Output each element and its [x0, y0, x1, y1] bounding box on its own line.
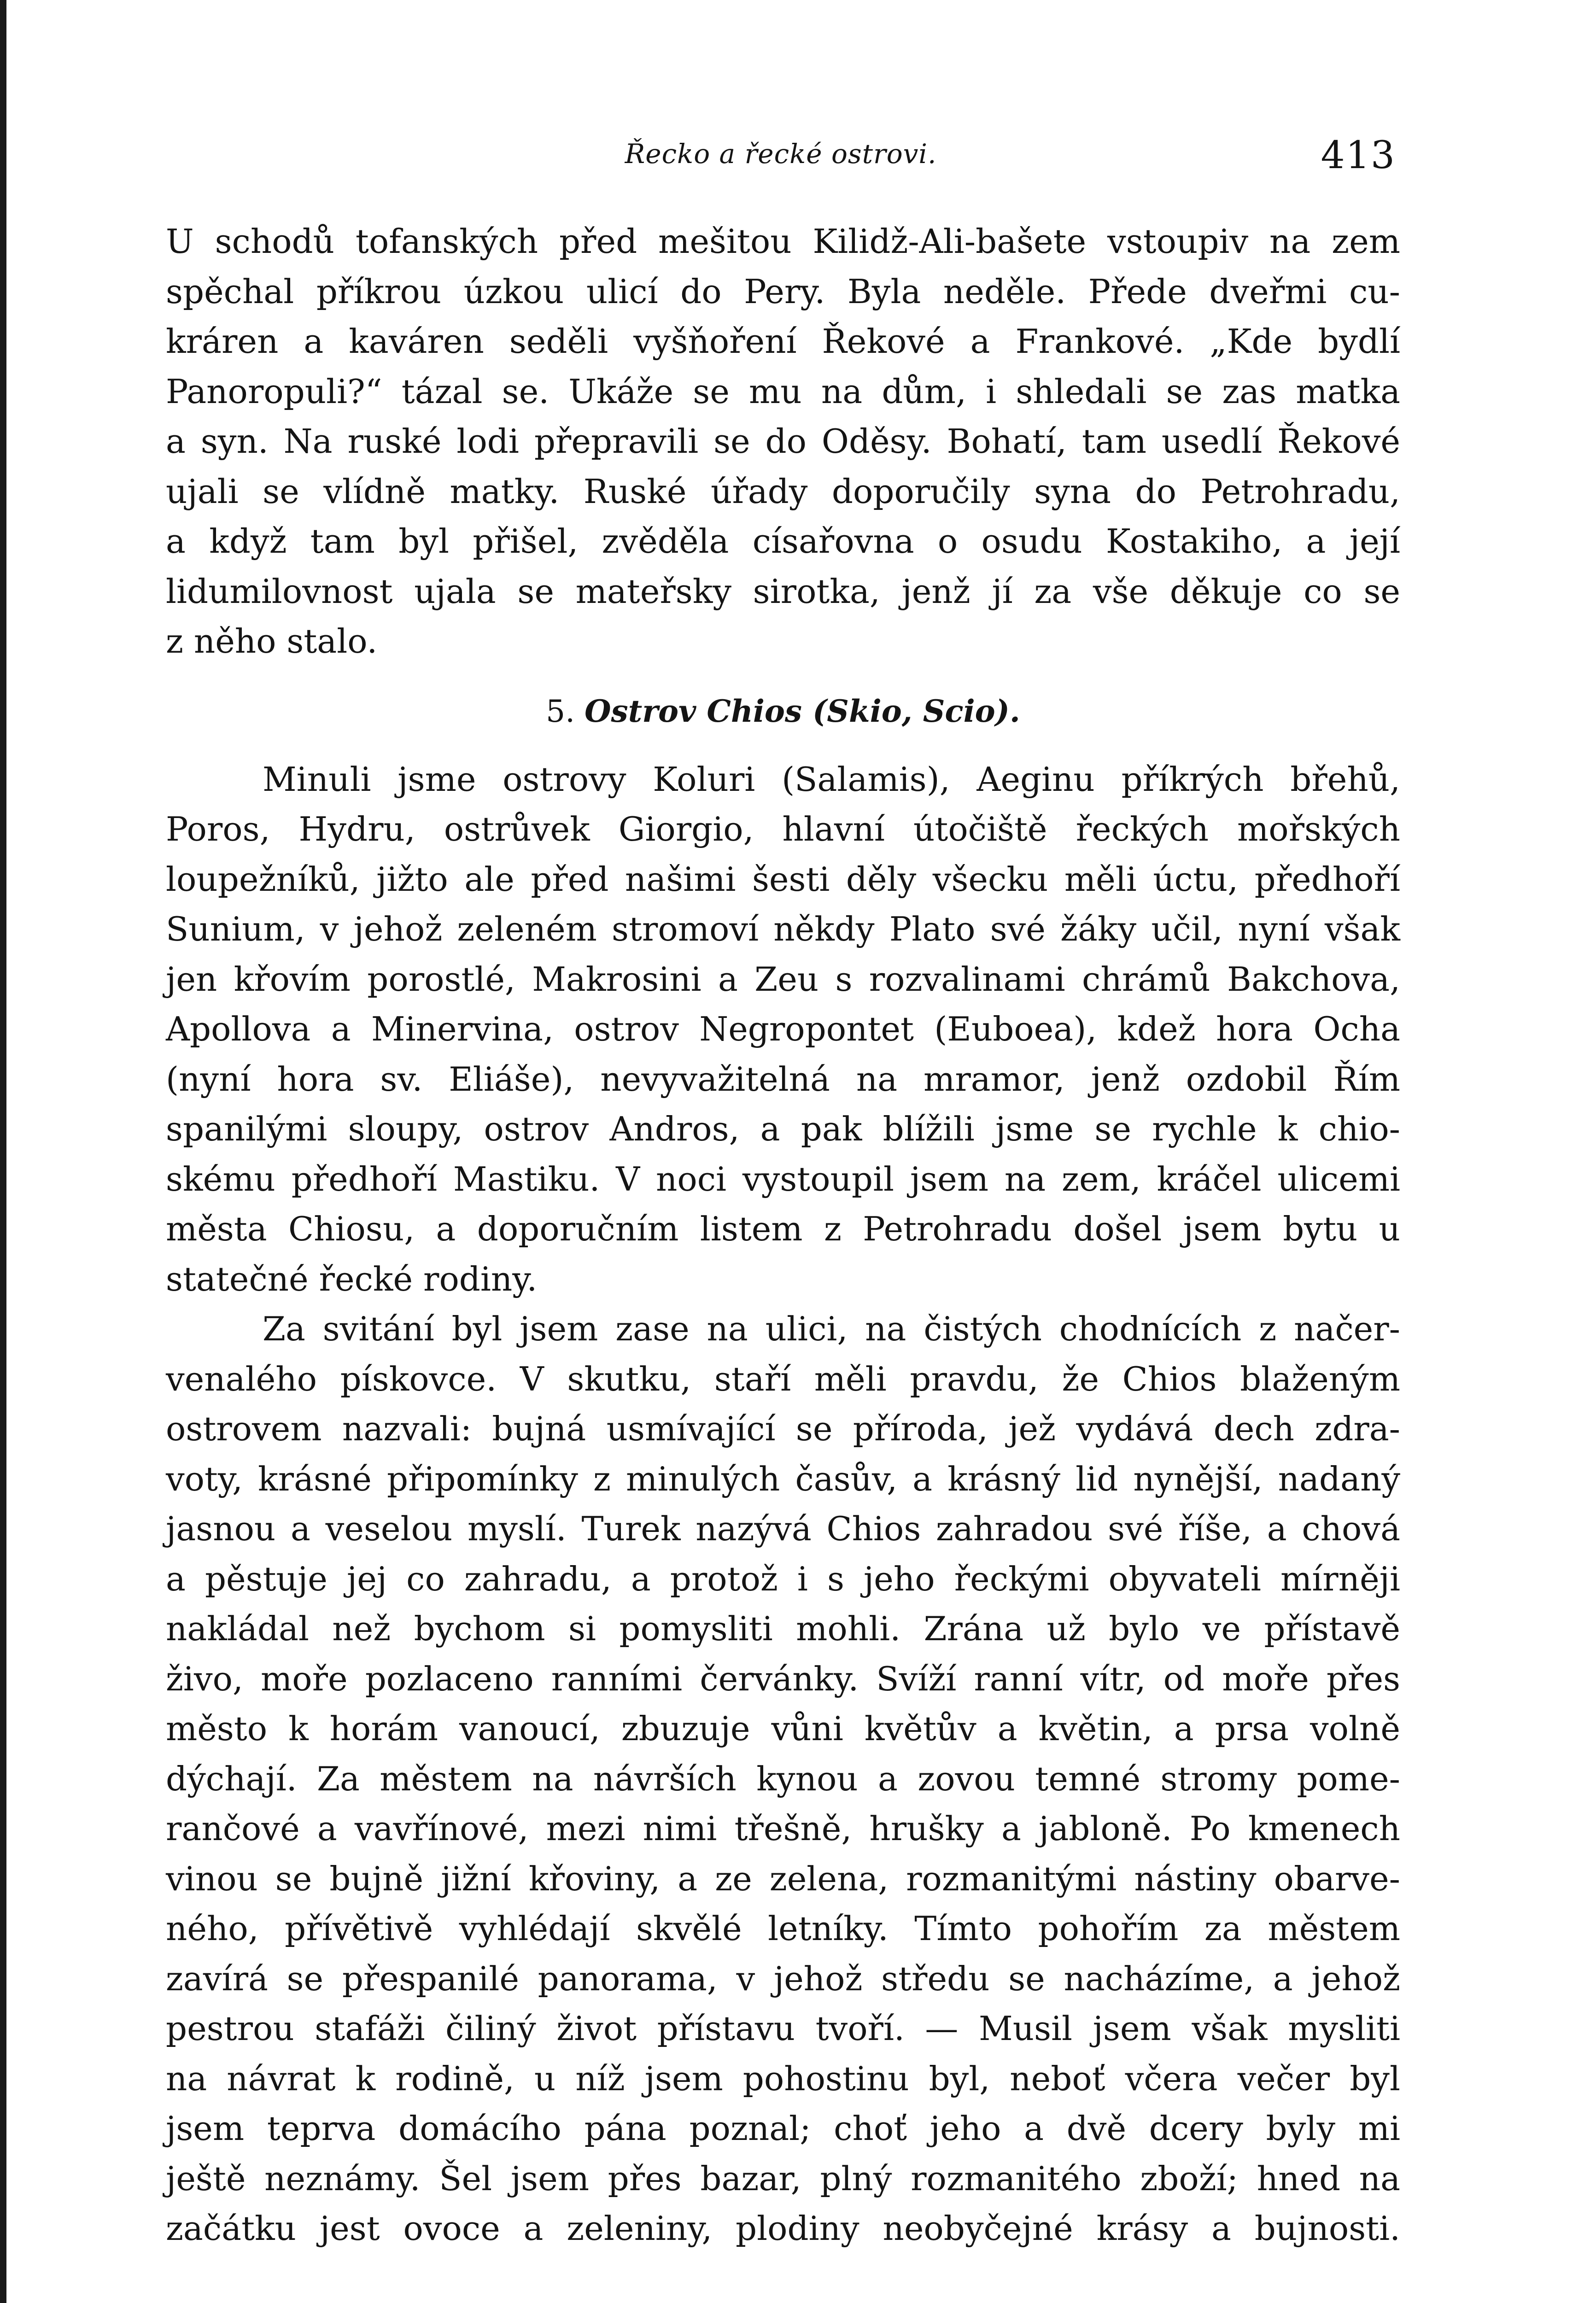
section-number: 5.: [546, 693, 575, 729]
text-line: nakládal než bychom si pomysliti mohli. Zrána už bylo ve přístavě: [166, 1609, 1400, 1648]
text-line: zavírá se přespanilé panorama, v jehož středu se nacházíme, a jehož: [166, 1959, 1400, 1998]
text-line: Panoropuli?“ tázal se. Ukáže se mu na dům, i shledali se zas matka: [166, 372, 1400, 411]
text-line: dýchají. Za městem na návrších kynou a zovou temné stromy pome-: [166, 1759, 1400, 1798]
text-line: spanilými sloupy, ostrov Andros, a pak blížili jsme se rychle k chio-: [166, 1110, 1400, 1148]
text-line: (nyní hora sv. Eliáše), nevyvažitelná na mramor, jenž ozdobil Řím: [166, 1059, 1400, 1099]
text-line: U schodů tofanských před mešitou Kilidž-Ali-bašete vstoupiv na zem: [166, 222, 1400, 261]
text-line: jen křovím porostlé, Makrosini a Zeu s rozvalinami chrámů Bakchova,: [166, 959, 1400, 999]
text-line: Minuli jsme ostrovy Koluri (Salamis), Aeginu příkrých břehů,: [263, 760, 1400, 799]
text-line: Apollova a Minervina, ostrov Negropontet (Euboea), kdež hora Ocha: [166, 1010, 1400, 1048]
text-line: loupežníků, jižto ale před našimi šesti děly všecku měli úctu, předhoří: [166, 859, 1400, 899]
text-line: jasnou a veselou myslí. Turek nazývá Chios zahradou své říše, a chová: [166, 1509, 1400, 1548]
text-line: a syn. Na ruské lodi přepravili se do Oděsy. Bohatí, tam usedlí Řekové: [166, 422, 1400, 461]
text-line: ujali se vlídně matky. Ruské úřady doporučily syna do Petrohradu,: [166, 472, 1400, 511]
text-line: venalého pískovce. V skutku, staří měli pravdu, že Chios blaženým: [166, 1359, 1400, 1398]
text-line: kráren a kaváren seděli vyšňoření Řekové a Frankové. „Kde bydlí: [166, 322, 1400, 361]
text-line: pestrou stafáži čiliný život přístavu tvoří. — Musil jsem však mysliti: [166, 2009, 1400, 2048]
text-line: na návrat k rodině, u níž jsem pohostinu byl, neboť včera večer byl: [166, 2059, 1400, 2098]
text-line: lidumilovnost ujala se mateřsky sirotka, jenž jí za vše děkuje co se: [166, 572, 1400, 611]
section-heading: [166, 690, 1400, 732]
body-text: [166, 216, 1400, 2254]
text-line: Poros, Hydru, ostrůvek Giorgio, hlavní útočiště řeckých mořských: [166, 810, 1400, 848]
text-line: vinou se bujně jižní křoviny, a ze zelena, rozmanitými nástiny obarve-: [166, 1859, 1400, 1898]
running-title: Řecko a řecké ostrovi.: [625, 138, 937, 170]
text-line: začátku jest ovoce a zeleniny, plodiny neobyčejné krásy a bujnosti.: [166, 2209, 1400, 2248]
text-line: ještě neznámy. Šel jsem přes bazar, plný rozmanitého zboží; hned na: [166, 2159, 1400, 2198]
text-line: města Chiosu, a doporučním listem z Petrohradu došel jsem bytu u: [166, 1210, 1400, 1248]
text-line: skému předhoří Mastiku. V noci vystoupil jsem na zem, kráčel ulicemi: [166, 1159, 1400, 1198]
text-line: statečné řecké rodiny.: [166, 1259, 538, 1298]
paragraph-1: [166, 216, 1400, 666]
text-line: z něho stalo.: [166, 622, 378, 661]
text-line: jsem teprva domácího pána poznal; choť jeho a dvě dcery byly mi: [166, 2109, 1400, 2148]
text-line: Za svitání byl jsem zase na ulici, na čistých chodnících z načer-: [263, 1309, 1400, 1348]
text-line: Sunium, v jehož zeleném stromoví někdy Plato své žáky učil, nyní však: [166, 910, 1400, 948]
text-line: ostrovem nazvali: bujná usmívající se příroda, jež vydává dech zdra-: [166, 1409, 1400, 1448]
text-line: voty, krásné připomínky z minulých časův, a krásný lid nynější, nadaný: [166, 1459, 1400, 1498]
paragraph-2: [166, 754, 1400, 1304]
text-line: rančové a vavřínové, mezi nimi třešně, hrušky a jabloně. Po kmenech: [166, 1809, 1400, 1848]
text-line: a když tam byl přišel, zvěděla císařovna o osudu Kostakiho, a její: [166, 522, 1400, 561]
paragraph-3: [166, 1304, 1400, 2254]
section-title: Ostrov Chios (Skio, Scio).: [585, 693, 1020, 729]
text-line: spěchal příkrou úzkou ulicí do Pery. Byla neděle. Přede dveřmi cu-: [166, 272, 1400, 311]
page-number: 413: [1321, 134, 1396, 177]
running-head: [166, 134, 1396, 184]
text-line: ného, přívětivě vyhlédají skvělé letníky. Tímto pohořím za městem: [166, 1909, 1400, 1948]
text-line: město k horám vanoucí, zbuzuje vůni květův a květin, a prsa volně: [166, 1709, 1400, 1748]
text-line: živo, moře pozlaceno ranními červánky. Svíží ranní vítr, od moře přes: [166, 1659, 1400, 1698]
text-line: a pěstuje jej co zahradu, a protož i s jeho řeckými obyvateli mírněji: [166, 1559, 1400, 1598]
